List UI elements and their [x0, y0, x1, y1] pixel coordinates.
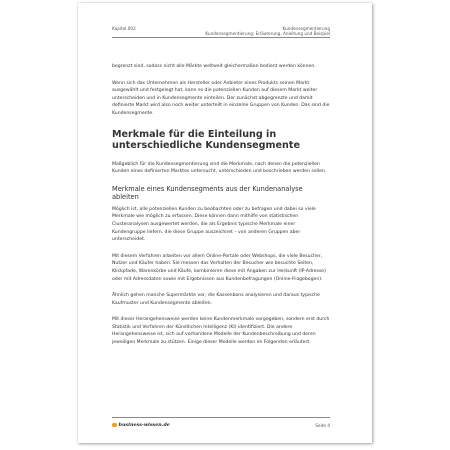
- paragraph-1: begrenzt sind, sodass nicht alle Märkte weltweit gleichermaßen bedient werden können.: [112, 64, 316, 69]
- header-titles: [205, 26, 330, 36]
- logo-text: business-wissen.de: [118, 422, 170, 428]
- logo-dot-icon: [112, 423, 117, 428]
- document-page: [78, 3, 372, 443]
- header-subtitle: Kundensegmentierung: Erläuterung, Anleitung und Beispiel: [205, 31, 330, 36]
- header-title: Kundensegmentierung: [282, 26, 330, 31]
- paragraph-5: Mit diesem Verfahren arbeiten vor allem Online-Portale oder Webshops, die viele Besucher, Nutzer und Käufer haben. Sie messen das Verhalten der Besucher wie besuchte Seiten, Klickpfade, Warenkörbe und Käufe, kombinieren diese mit Angaben zur Herkunft (IP-Adresse) oder mit Adressdaten sowie mit Ergebnissen aus Kundenbefragungen (Online-Fragebogen).: [112, 253, 326, 282]
- page-footer: [112, 422, 330, 430]
- paragraph-2: Wenn sich das Unternehmen als Hersteller oder Anbieter eines Produkts seinen Markt ausgewählt und festgelegt hat, kann es die potenziellen Kunden auf diesem Markt weiter unterscheiden und in Kundensegmente einteilen. Der zunächst abgegrenzte und damit definierte Markt wird also noch weiter unterteilt in einzelne Gruppen von Kunden. Das sind die Kundensegmente.: [112, 80, 330, 116]
- page-body: [112, 63, 330, 356]
- paragraph-7: Mit dieser Herangehensweise werden keine Kundenmerkmale vorgegeben, sondern erst durch Statistik und Verfahren der Künstlichen Intelligenz (KI) identifiziert. Die andere Herangehensweise ist, sich auf vorhandene Modelle der Kundenbeschreibung und deren jeweiligen Merkmale zu stützen. Einige dieser Modelle werden im Folgenden erläutert.: [112, 317, 330, 346]
- paragraph-6: Ähnlich gehen manche Supermärkte vor, die Kassenbons analysieren und daraus typische Kaufmuster und Kundensegmente ableiten.: [112, 293, 320, 306]
- subsection-heading: Merkmale eines Kundensegments aus der Kundenanalyse ableiten: [112, 184, 303, 201]
- section-heading: Merkmale für die Einteilung in unterschiedliche Kundensegmente: [112, 128, 300, 151]
- paragraph-4: Möglich ist, alle potenziellen Kunden zu beobachten oder zu befragen und dabei so viele Merkmale wie möglich zu erfassen. Diese können dann mithilfe von statistischen Clusteranalysen ausgewertet werden, die als Ergebnis typische Merkmale einer Kundengruppe liefern, die diese Gruppe auszeichnet – von anderen Gruppen aber unterscheidet.: [112, 206, 316, 243]
- paragraph-3: Maßgeblich für die Kundensegmentierung sind die Merkmale, nach denen die potenziellen Kunden eines definierten Marktes untersucht, unterschieden und beschrieben werden sollen.: [112, 161, 327, 175]
- page-number: Seite 4: [315, 422, 330, 428]
- header-divider: [112, 37, 330, 38]
- header-chapter: Kapitel 002: [112, 26, 136, 31]
- footer-divider: [112, 417, 330, 418]
- brand-logo[interactable]: [112, 422, 170, 428]
